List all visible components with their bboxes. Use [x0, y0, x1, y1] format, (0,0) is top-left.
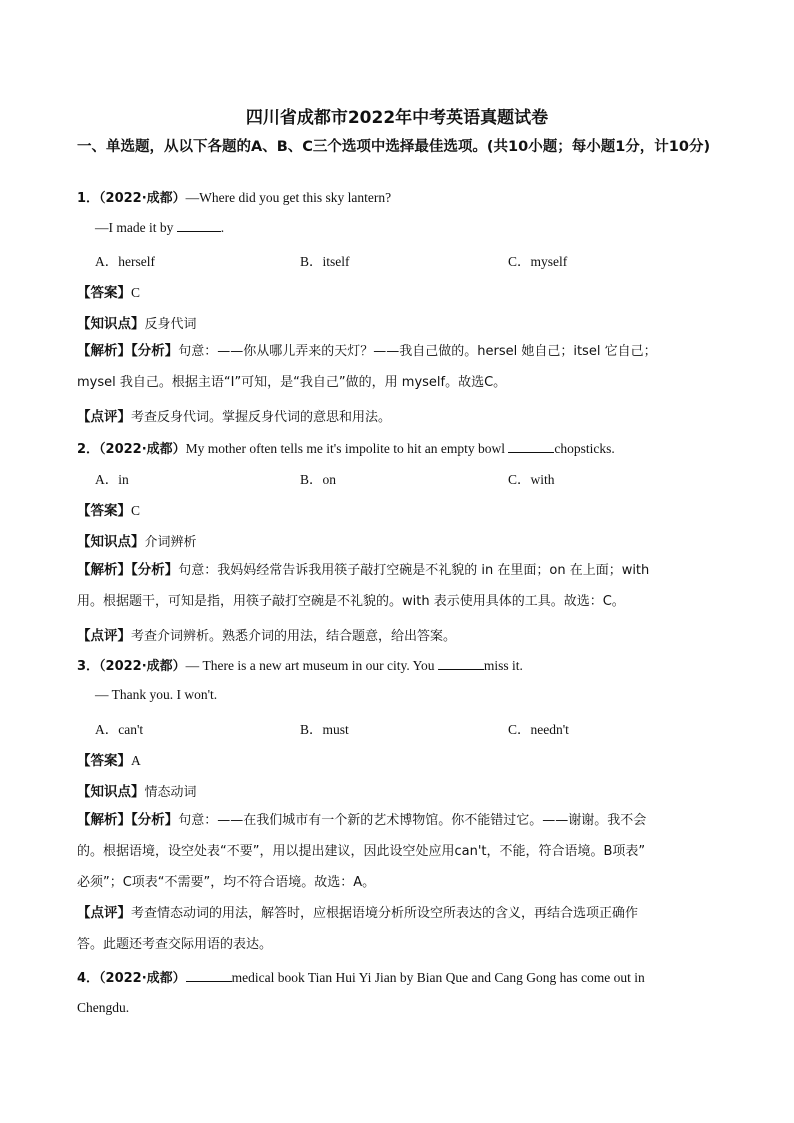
question-source: （2022·成都） [99, 191, 186, 206]
analysis-text: 句意：我妈妈经常告诉我用筷子敲打空碗是不礼貌的 in 在里面；on 在上面；with [178, 563, 650, 578]
question-3-stem-line2: — Thank you. I won't. [95, 687, 218, 702]
analysis-text: 用。根据题干，可知是指，用筷子敲打空碗是不礼貌的。with 表示使用具体的工具。故选：C。 [77, 594, 625, 609]
answer-value: A [131, 753, 141, 768]
analysis-block [77, 555, 717, 617]
answer-label: 【答案】 [77, 285, 131, 301]
answer-blank [508, 440, 554, 453]
analysis-text: 句意：——你从哪儿弄来的天灯？——我自己做的。hersel 她自己；itsel 它自己； [178, 344, 657, 359]
question-number: 1． [77, 191, 100, 206]
question-text: . [220, 220, 225, 235]
analysis-block [77, 336, 717, 398]
analysis-text: 必须”；C项表“不需要”，均不符合语境。故选：A。 [77, 875, 376, 890]
answer-label: 【答案】 [77, 753, 131, 769]
analysis-text: mysel 我自己。根据主语“I”可知，是“我自己”做的，用 myself。故选C。 [77, 375, 507, 390]
option-b: B．on [300, 472, 337, 487]
question-text: medical book Tian Hui Yi Jian by Bian Que and Cang Gong has come out in [231, 970, 645, 985]
question-text: — There is a new art museum in our city. You [185, 658, 435, 673]
question-number: 4． [77, 971, 100, 986]
analysis-block [77, 805, 717, 898]
analysis-label: 【解析】【分析】 [77, 562, 179, 578]
analysis-text: 句意：——在我们城市有一个新的艺术博物馆。你不能错过它。——谢谢。我不会 [178, 813, 647, 828]
page-title: 四川省成都市2022年中考英语真题试卷 [245, 108, 549, 128]
answer-value: C [131, 503, 141, 518]
question-source: （2022·成都） [99, 659, 186, 674]
knowledge-value: 情态动词 [144, 785, 197, 800]
knowledge-row [77, 530, 197, 550]
question-2-stem [77, 438, 615, 457]
answer-blank [186, 969, 232, 982]
review-label: 【点评】 [77, 628, 131, 644]
question-text: miss it. [483, 658, 523, 673]
question-text: —I made it by [95, 220, 174, 235]
answer-value: C [131, 285, 141, 300]
section-heading: 一、单选题，从以下各题的A、B、C三个选项中选择最佳选项。(共10小题；每小题1分，计10分) [77, 139, 711, 155]
question-number: 2． [77, 442, 100, 457]
answer-label: 【答案】 [77, 503, 131, 519]
question-1-stem-line2 [95, 219, 224, 236]
option-c: C．needn't [508, 722, 569, 737]
option-c: C．with [508, 472, 555, 487]
question-source: （2022·成都） [99, 442, 186, 457]
knowledge-row [77, 312, 197, 332]
answer-blank [438, 657, 484, 670]
option-b: B．itself [300, 254, 350, 269]
question-4-stem-line2: Chengdu. [77, 1000, 130, 1015]
question-1-stem [77, 187, 391, 206]
answer-row [77, 749, 141, 769]
review-text: 考查反身代词。掌握反身代词的意思和用法。 [131, 410, 392, 425]
analysis-label: 【解析】【分析】 [77, 812, 179, 828]
knowledge-row [77, 780, 197, 800]
review-label: 【点评】 [77, 409, 131, 425]
review-label: 【点评】 [77, 905, 131, 921]
answer-blank [177, 219, 221, 232]
review-row [77, 405, 391, 425]
option-a: A．can't [95, 722, 144, 737]
question-text: My mother often tells me it's impolite to hit an empty bowl [185, 441, 505, 456]
knowledge-label: 【知识点】 [77, 784, 145, 800]
knowledge-value: 反身代词 [144, 317, 197, 332]
review-text: 答。此题还考查交际用语的表达。 [77, 937, 273, 952]
review-row [77, 624, 456, 644]
option-c: C．myself [508, 254, 568, 269]
analysis-label: 【解析】【分析】 [77, 343, 179, 359]
question-text: —Where did you get this sky lantern? [185, 190, 392, 205]
option-b: B．must [300, 722, 349, 737]
answer-row [77, 499, 140, 519]
review-text: 考查情态动词的用法，解答时，应根据语境分析所设空所表达的含义，再结合选项正确作 [131, 906, 639, 921]
knowledge-label: 【知识点】 [77, 316, 145, 332]
option-a: A．in [95, 472, 129, 487]
analysis-text: 的。根据语境，设空处表“不要”，用以提出建议，因此设空处应用can't，不能，符合语境。B项表” [77, 844, 646, 859]
question-source: （2022·成都） [99, 971, 186, 986]
question-text: chopsticks. [554, 441, 615, 456]
question-number: 3． [77, 659, 100, 674]
question-4-stem [77, 967, 645, 986]
knowledge-label: 【知识点】 [77, 534, 145, 550]
question-3-stem [77, 655, 523, 674]
review-text: 考查介词辨析。熟悉介词的用法，结合题意，给出答案。 [131, 629, 457, 644]
review-block [77, 898, 717, 960]
answer-row [77, 281, 140, 301]
option-a: A．herself [95, 254, 155, 269]
knowledge-value: 介词辨析 [144, 535, 197, 550]
